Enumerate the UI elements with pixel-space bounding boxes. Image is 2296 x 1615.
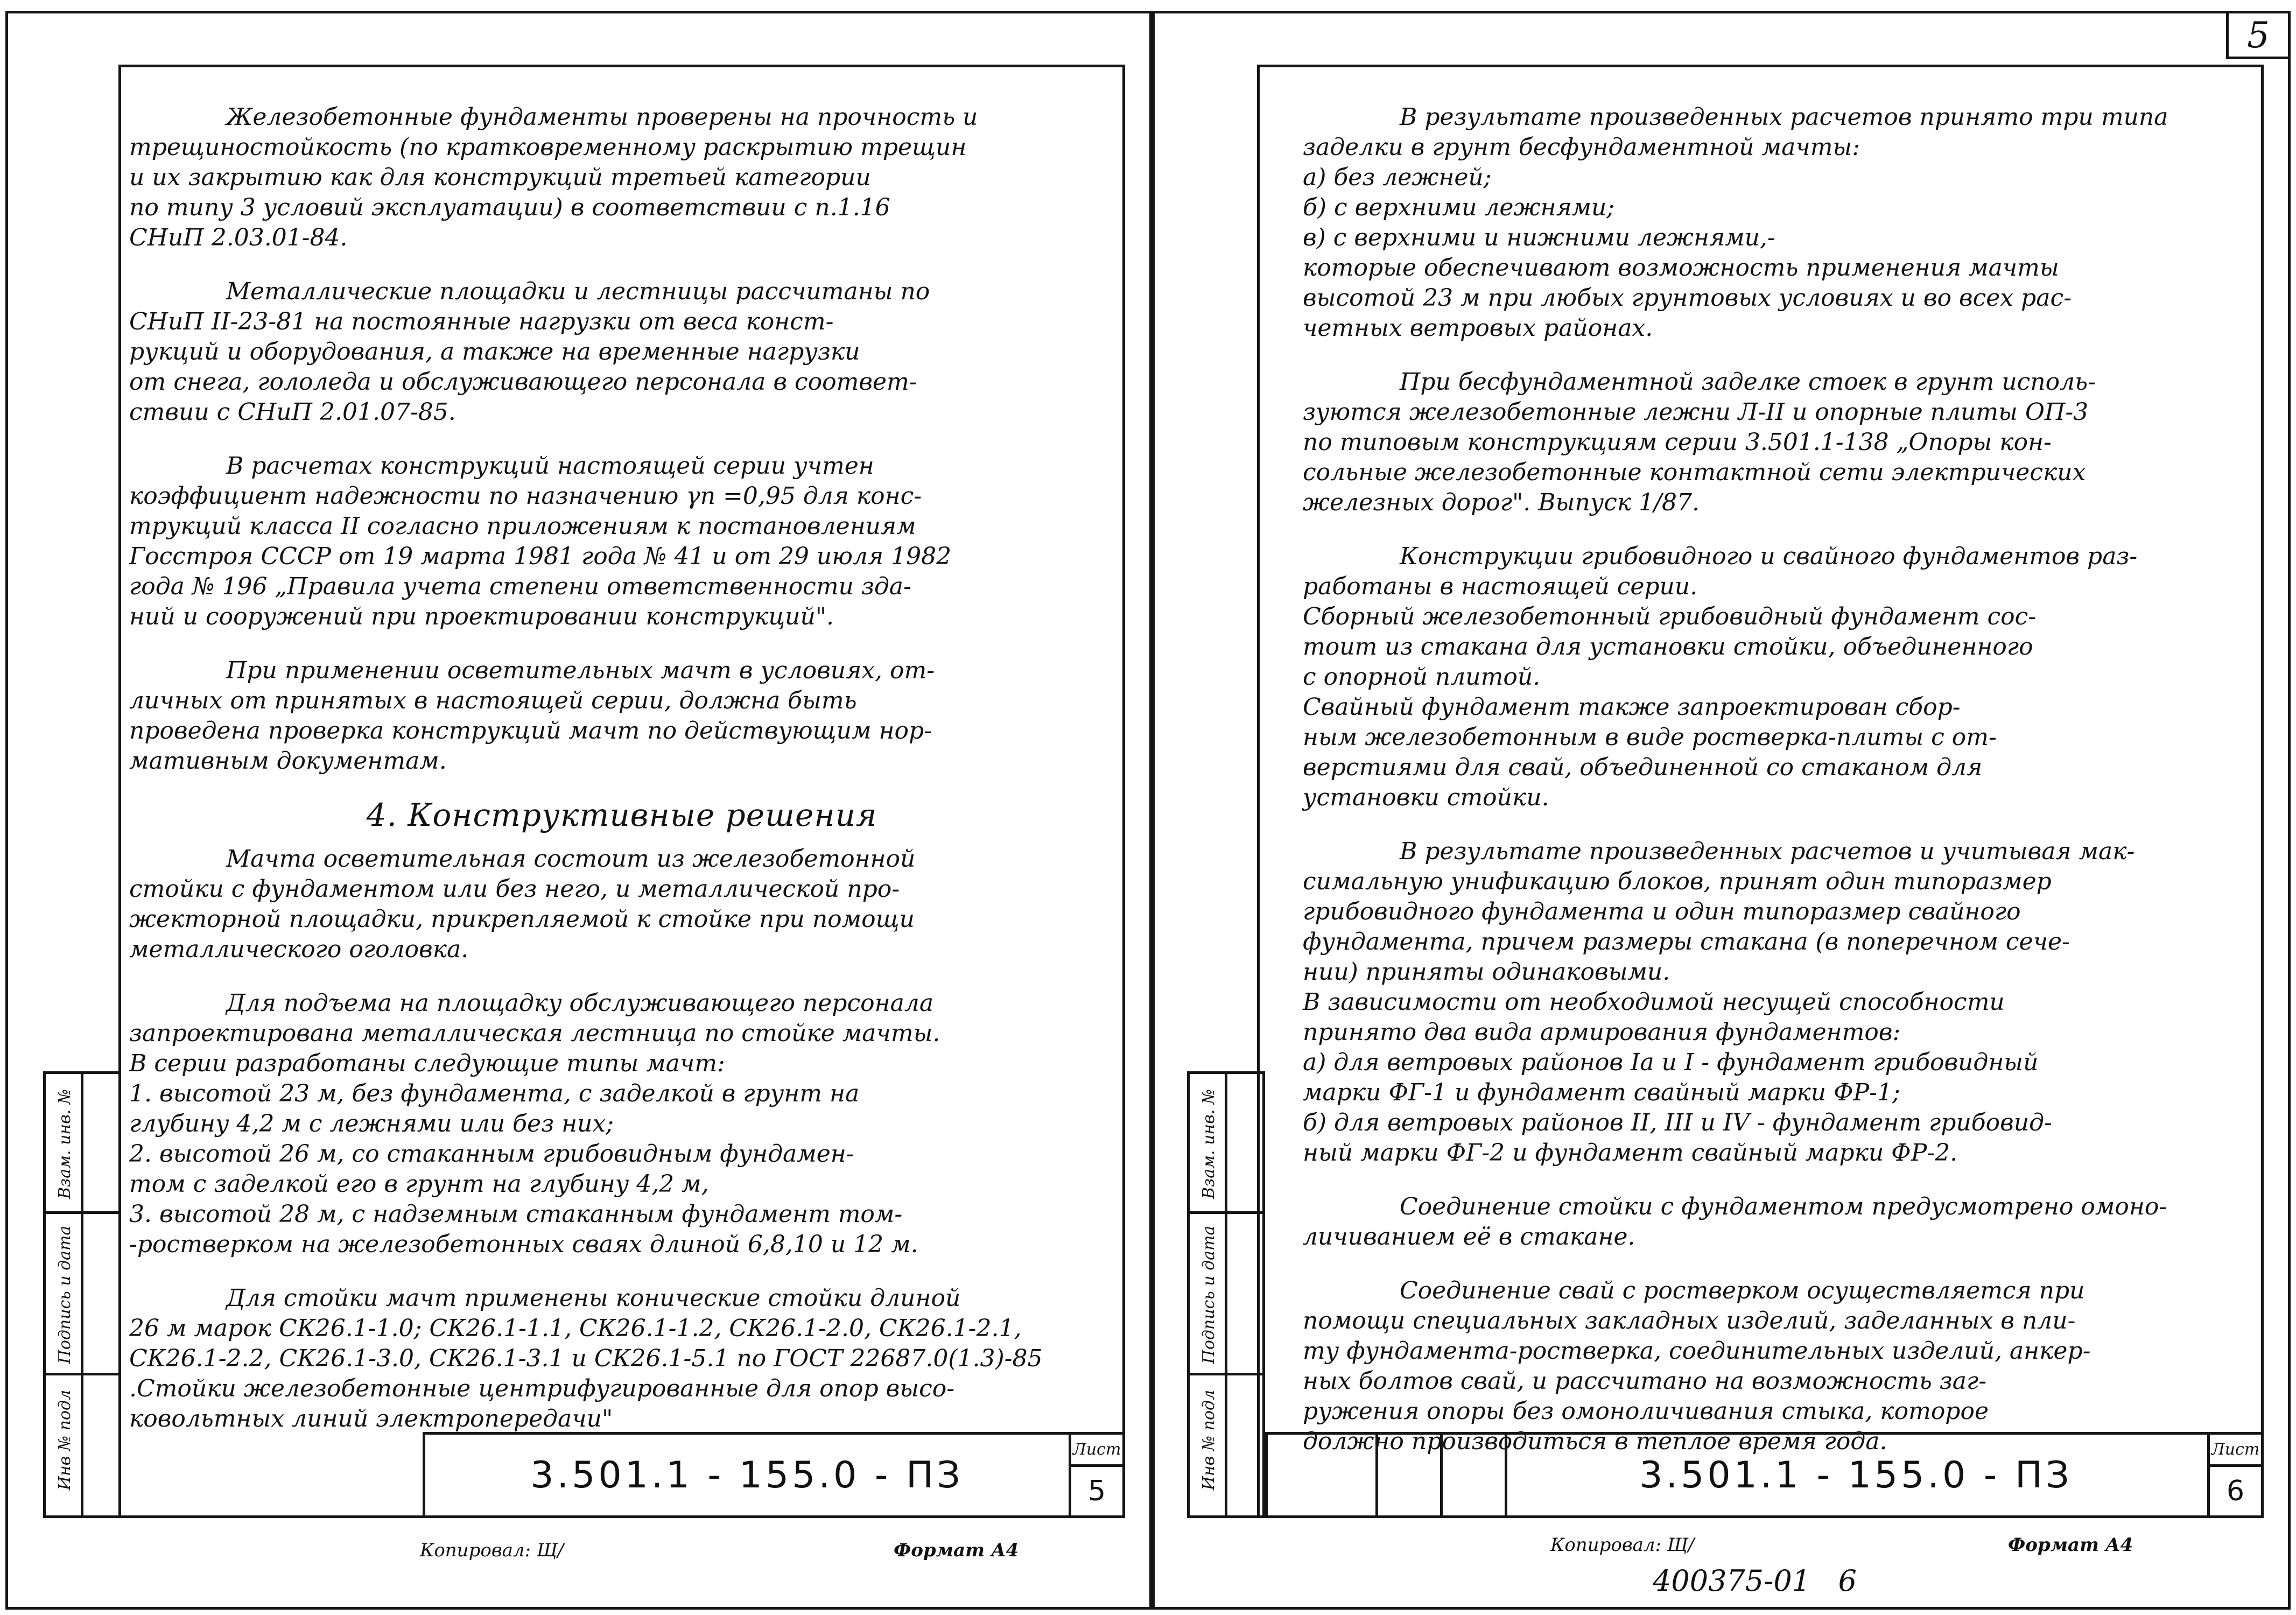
left-section-text-line: металлического оголовка. [129,936,469,963]
left-stamp-replaces-inv: Взам. инв. № [55,1089,74,1199]
left-text-line: трещиностойкость (по кратковременному раскрытию трещин [129,134,967,161]
right-text-line: железных дорог". Выпуск 1/87. [1303,489,1700,516]
left-title-block [423,1432,1125,1518]
left-section-text-line: СК26.1-2.2, СК26.1-3.0, СК26.1-3.1 и СК26.1-5.1 по ГОСТ 22687.0(1.3)-85 [129,1345,1043,1372]
left-section-text-line: В серии разработаны следующие типы мачт: [129,1050,725,1077]
left-stamp-inv-no: Инв № подл [55,1389,74,1491]
right-text-line: которые обеспечивают возможность применения мачты [1303,254,2059,282]
left-paragraph [129,277,1114,427]
left-text-line: ствии с СНиП 2.01.07-85. [129,398,456,426]
left-text-line: В расчетах конструкций настоящей серии учтен [226,452,874,480]
left-text-line: и их закрытию как для конструкций третьей категории [129,164,871,191]
left-section-text-line: глубину 4,2 м с лежнями или без них; [129,1110,614,1137]
left-paragraph [129,451,1114,632]
left-section-text-line: запроектирована металлическая лестница по стойке мачты. [129,1020,940,1047]
right-sheet-number: 6 [2226,1475,2245,1507]
left-stamp-strip [43,1071,121,1518]
section-heading: 4. Конструктивные решения [366,797,877,833]
left-section-text-line: Для стойки мачт применены конические стойки длиной [226,1284,961,1312]
left-text-line: коэффициент надежности по назначению γn =0,95 для конс- [129,482,922,510]
right-copied-sign: Щ/ [1667,1534,1695,1556]
left-section-paragraph [129,988,1114,1260]
right-text-line: по типовым конструкциям серии 3.501.1-138 „Опоры кон- [1303,429,2052,456]
right-text-line: Свайный фундамент также запроектирован сбор- [1303,693,1961,721]
right-format-label: Формат А4 [2008,1534,2133,1556]
right-text-line: Соединение стойки с фундаментом предусмотрено омоно- [1400,1193,2167,1220]
left-text-line: рукций и оборудования, а также на временные нагрузки [129,338,860,366]
left-stamp-signature-date: Подпись и дата [55,1225,74,1364]
right-text-line: б) для ветровых районов II, III и IV - фундамент грибовид- [1303,1109,2052,1136]
right-text-line: симальную унификацию блоков, принят один типоразмер [1303,868,2052,895]
right-paragraph [1303,367,2250,518]
right-text-line: с опорной плитой. [1303,663,1541,691]
left-section-text-line: жекторной площадки, прикрепляемой к стойке при помощи [129,905,915,933]
right-text-line: а) для ветровых районов Iа и I - фундамент грибовидный [1303,1049,2039,1076]
left-sheet-number: 5 [1087,1475,1106,1507]
left-text-line: от снега, гололеда и обслуживающего персонала в соответ- [129,368,917,396]
right-sheet-label: Лист [2211,1440,2260,1459]
right-text-line: установки стойки. [1303,784,1549,811]
right-stamp-strip [1187,1071,1265,1518]
right-paragraph [1303,837,2250,1168]
left-section-text-line: ковольтных линий электропередачи" [129,1405,613,1433]
right-text-line: ружения опоры без омоноличивания стыка, которое [1303,1398,1989,1425]
left-text-line: трукций класса II согласно приложениям к постановлениям [129,512,916,540]
right-stamp-signature-date: Подпись и дата [1199,1225,1218,1364]
left-text-line: ний и сооружений при проектировании конструкций". [129,603,834,630]
left-section-paragraph [129,1283,1114,1434]
left-copied-sign: Щ/ [536,1540,564,1561]
left-format-label: Формат А4 [894,1540,1019,1561]
left-paragraph [129,102,1114,253]
left-section-text-line: Мачта осветительная состоит из железобетонной [226,845,916,873]
left-text-line: СНиП 2.03.01-84. [129,224,348,251]
right-text-line: а) без лежней; [1303,164,1492,191]
right-copied-label: Копировал: Щ/ [1550,1534,1695,1556]
right-paragraph [1303,1276,2250,1457]
right-text-line: ным железобетонным в виде ростверка-плиты с от- [1303,724,1997,751]
right-text-line: Сборный железобетонный грибовидный фундамент сос- [1303,603,2037,630]
right-doc-code: 3.501.1 - 155.0 - ПЗ [1639,1454,2073,1497]
right-text-line: сольные железобетонные контактной сети электрических [1303,459,2086,486]
right-text-line: должно производиться в теплое время года. [1303,1428,1887,1455]
left-text-line: личных от принятых в настоящей серии, должна быть [129,687,857,714]
left-section-text-line: .Стойки железобетонные центрифугированные для опор высо- [129,1375,955,1402]
right-paragraph [1303,102,2250,343]
right-text-line: зуются железобетонные лежни Л-II и опорные плиты ОП-3 [1303,398,2089,426]
right-stamp-replaces-inv: Взам. инв. № [1199,1089,1218,1199]
right-text-line: Конструкции грибовидного и свайного фундаментов раз- [1400,543,2138,570]
right-text-line: нии) приняты одинаковыми. [1303,958,1670,986]
right-stamp-inv-no: Инв № подл [1199,1389,1218,1491]
right-text-line: б) с верхними лежнями; [1303,194,1615,221]
left-text-line: СНиП II-23-81 на постоянные нагрузки от веса конст- [129,308,834,335]
right-text-line: заделки в грунт бесфундаментной мачты: [1303,134,1860,161]
right-text-line: марки ФГ-1 и фундамент свайный марки ФР-1; [1303,1079,1900,1106]
left-section-text-line: 2. высотой 26 м, со стаканным грибовидным фундамен- [129,1140,854,1168]
left-doc-code: 3.501.1 - 155.0 - ПЗ [530,1454,964,1497]
right-text-line: личиванием её в стакане. [1303,1223,1635,1251]
left-text-line: года № 196 „Правила учета степени ответственности зда- [129,573,911,600]
left-section-text-line: стойки с фундаментом или без него, и металлической про- [129,875,900,903]
right-title-block [1265,1432,2264,1518]
page-corner-number-box [2226,11,2291,59]
left-section-text-line: 26 м марок СК26.1-1.0; СК26.1-1.1, СК26.1-1.2, СК26.1-2.0, СК26.1-2.1, [129,1315,1022,1342]
right-text-line: высотой 23 м при любых грунтовых условиях и во всех рас- [1303,284,2072,312]
right-text-line: При бесфундаментной заделке стоек в грунт исполь- [1400,368,2096,396]
left-section-text-line: 1. высотой 23 м, без фундамента, с заделкой в грунт на [129,1080,860,1107]
right-text-line: Соединение свай с ростверком осуществляется при [1400,1277,2085,1304]
right-text-line: принято два вида армирования фундаментов: [1303,1019,1901,1046]
right-text-line: в) с верхними и нижними лежнями,- [1303,224,1775,251]
right-text-line: верстиями для свай, объединенной со стаканом для [1303,754,1983,781]
left-sheet-label: Лист [1072,1440,1121,1459]
right-text-line: В результате произведенных расчетов принято три типа [1400,103,2168,131]
right-text-line: ных болтов свай, и рассчитано на возможность заг- [1303,1367,1987,1395]
left-text-line: Железобетонные фундаменты проверены на прочность и [226,103,978,131]
right-text-line: работаны в настоящей серии. [1303,573,1698,600]
right-text-line: В зависимости от необходимой несущей способности [1303,988,2005,1016]
right-text-line: ный марки ФГ-2 и фундамент свайный марки ФР-2. [1303,1139,1958,1167]
left-text-line: Госстроя СССР от 19 марта 1981 года № 41 и от 29 июля 1982 [129,543,952,570]
left-section-text-line: 3. высотой 28 м, с надземным стаканным фундамент том- [129,1200,903,1228]
right-text-line: фундамента, причем размеры стакана (в поперечном сече- [1303,928,2070,956]
right-text-line: помощи специальных закладных изделий, заделанных в пли- [1303,1307,2076,1335]
archive-number: 400375-01 6 [1653,1564,1857,1598]
left-section-text-line: том с заделкой его в грунт на глубину 4,2 м, [129,1170,709,1198]
page-corner-number: 5 [2247,14,2270,56]
left-page-body [129,102,1114,1433]
right-paragraph [1303,1192,2250,1252]
left-section-text-line: Для подъема на площадку обслуживающего персонала [226,989,934,1017]
left-copied-label: Копировал: Щ/ [420,1540,564,1561]
left-section-text-line: -ростверком на железобетонных сваях длиной 6,8,10 и 12 м. [129,1231,918,1258]
right-text-line: тоит из стакана для установки стойки, объединенного [1303,633,2033,661]
right-text-line: ту фундамента-ростверка, соединительных изделий, анкер- [1303,1337,2091,1365]
right-text-line: грибовидного фундамента и один типоразмер свайного [1303,898,2021,925]
right-text-line: четных ветровых районах. [1303,314,1653,342]
left-text-line: Металлические площадки и лестницы рассчитаны по [226,278,930,305]
left-text-line: по типу 3 условий эксплуатации) в соответствии с п.1.16 [129,194,890,221]
left-paragraph [129,656,1114,776]
left-text-line: проведена проверка конструкций мачт по действующим нор- [129,717,932,745]
left-text-line: При применении осветительных мачт в условиях, от- [226,657,935,684]
left-section-paragraph [129,844,1114,965]
right-paragraph [1303,542,2250,813]
left-text-line: мативным документам. [129,747,447,775]
right-text-line: В результате произведенных расчетов и учитывая мак- [1400,838,2135,865]
